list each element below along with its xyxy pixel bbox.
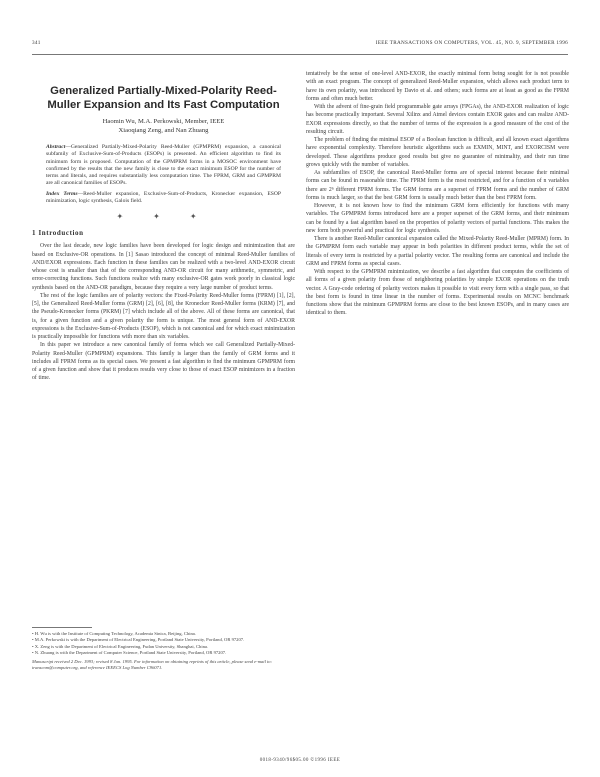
footnote-item: • M.A. Perkowski is with the Department of Electrical Engineering, Portland State University, Portland, OR 97207. <box>32 637 245 643</box>
footnote-item: • X. Zeng is with the Department of Electrical Engineering, Fudan University, Shanghai, China. <box>32 643 209 649</box>
copyright-line: 0018-9340/96$05.00 ©1996 IEEE <box>259 758 341 763</box>
intro-paragraph: Over the last decade, new logic families have been developed for logic design and minimization that are based on Exclusive-OR operations. In [1] Sasao introduced the concept of minimal Reed-Muller families of AND/EXOR expressions. Each function in these families can be realized with a two-level AND-EXOR circuit whose cost is smaller than that of the corresponding AND-OR circuit for many arithmetic, symmetric, and error-correcting functions. Such functions realize with many exclusive-OR gates work poorly in classical logic synthesis based on the AND-OR paradigm, because they require a very large number of product terms. <box>32 243 295 291</box>
body-paragraph: With the advent of fine-grain field programmable gate arrays (FPGAs), the AND-EXOR realization of logic has become practically important. Several Xilinx and Atmel devices contain EXOR gates and can realize AND-EXOR expressions directly, so that the number of terms of the expression is a good measure of the cost of the resulting circuit. <box>306 104 569 135</box>
abstract <box>46 144 281 188</box>
body-paragraph: With respect to the GPMPRM minimization, we describe a fast algorithm that computes the coefficients of all forms of a given polarity from those of neighboring polarities by simple EXOR operations on the truth vector. A Gray-code ordering of polarity vectors makes it possible to visit every form with a single pass, so that the best form is found in time linear in the number of forms. Experimental results on MCNC benchmark functions show that the minimum GPMPRM forms are close to the best known ESOPs, and in many cases are identical to them. <box>306 269 569 317</box>
footnote-item: • N. Zhuang is with the Department of Computer Science, Portland State University, Portland, OR 97207. <box>32 649 227 655</box>
right-column <box>306 70 569 730</box>
body-paragraph: As subfamilies of ESOP, the canonical Reed-Muller forms are of special interest because their minimal forms can be found in reasonable time. The FPRM form is the most restricted, and for a function of n variables there are 2ⁿ different FPRM forms. The GRM forms are a superset of FPRM forms and the number of GRM forms is much larger, so that the best GRM form is usually much better than the best FPRM form. <box>306 170 569 201</box>
header-rule <box>32 54 568 55</box>
index-terms-label: Index Terms <box>46 190 78 197</box>
section-separator: ✦ ✦ ✦ <box>116 212 211 222</box>
manuscript-note: Manuscript received 2 Dec. 1993; revised 8 Jan. 1995. For information on obtaining reprints of this article, please send e-mail to: transcom@computer.org, and reference IEEECS Log Number C96071. <box>32 659 273 671</box>
body-paragraph: However, it is not known how to find the minimum GRM form efficiently for functions with many variables. The GPMPRM forms introduced here are a proper superset of the GRM forms, and their minimum can be found by a fast algorithm based on the properties of polarity vectors of partial functions. This makes the new form both powerful and practical for logic synthesis. <box>306 203 569 234</box>
body-paragraph: The problem of finding the minimal ESOP of a Boolean function is difficult, and all known exact algorithms have exponential complexity. Therefore heuristic algorithms such as EXMIN, MINT, and EXORCISM were developed. These algorithms produce good results but give no guarantee of minimality, and their run time grows quickly with the number of variables. <box>306 137 569 168</box>
footnote-rule <box>32 627 92 628</box>
abstract-text: —Generalized Partially-Mixed-Polarity Reed-Muller (GPMPRM) expansion, a canonical subfamily of Exclusive-Sum-of-Products (ESOPs) is presented. An efficient algorithm to find its minimum form is proposed. Computation of the GPMPRM forms in a MOSOC environment have confirmed by the results that the new family is close to the exact minimum ESOP for the number of terms and literals, and requires substantially less computation time. The FPRM, GRM and GPMPRM are all canonical families of ESOPs. <box>46 144 281 187</box>
author-line-1: Haomin Wu, M.A. Perkowski, Member, IEEE <box>102 118 225 125</box>
footnotes <box>32 627 295 672</box>
paper-title: Generalized Partially-Mixed-Polarity Reed-Muller Expansion and Its Fast Computation <box>47 85 280 111</box>
body-paragraph: tentatively be the sense of one-level AND-EXOR, the exactly minimal form being sought for is not possible with an exact program. The concept of generalized Reed-Muller expansion, which allows each product term to have its own polarity, was introduced by Davio et al. and others; such forms are at least as good as the FPRM forms and often much better. <box>306 71 569 102</box>
footnote-item: • H. Wu is with the Institute of Computing Technology, Academia Sinica, Beijing, China. <box>32 631 196 636</box>
running-head <box>32 40 568 52</box>
intro-paragraph: In this paper we introduce a new canonical family of forms which we call Generalized Partially-Mixed-Polarity Reed-Muller (GPMPRM) expansions. This family is larger than the family of GRM forms and it includes all FPRM forms as its special cases. We present a fast algorithm to find the minimum GPMPRM form of a given function and show that it produces results very close to those of exact ESOP minimizers in a fraction of time. <box>32 342 295 382</box>
journal-name: IEEE TRANSACTIONS ON COMPUTERS, VOL. 45, NO. 9, SEPTEMBER 1996 <box>375 40 568 46</box>
index-terms <box>46 191 281 206</box>
body-paragraph: There is another Reed-Muller canonical expansion called the Mixed-Polarity Reed-Muller (MPRM) form. In the GPMPRM form each variable may appear in both polarities in different product terms, while the set of literals of every term is restricted by a partial polarity vector. The resulting forms are canonical and include the GRM and FPRM forms as special cases. <box>306 236 569 267</box>
intro-paragraph: The rest of the logic families are of polarity vectors: the Fixed-Polarity Reed-Muller forms (FPRM) [1], [2], [5], the Generalized Reed-Muller forms (GRM) [2], [6], [8], the Kronecker Reed-Muller forms (KRM) [7], and the Pseudo-Kronecker forms (PKRM) [7] which include all of the above. All of these forms are canonical, that is, for a given function and a given polarity the form is unique. The most general form of AND-EXOR expressions is the Exclusive-Sum-of-Products (ESOP), which is not canonical and for which exact minimization is practically impossible for functions with more than six variables. <box>32 292 295 341</box>
section-heading-introduction: 1 Introduction <box>32 229 84 238</box>
index-terms-text: —Reed-Muller expansion, Exclusive-Sum-of-Products, Kronecker expansion, ESOP minimization, logic synthesis, Galois field. <box>46 190 282 205</box>
author-line-2: Xiaoqiang Zeng, and Nan Zhuang <box>118 127 209 134</box>
page-number: 341 <box>32 40 41 46</box>
abstract-label: Abstract <box>46 144 66 150</box>
